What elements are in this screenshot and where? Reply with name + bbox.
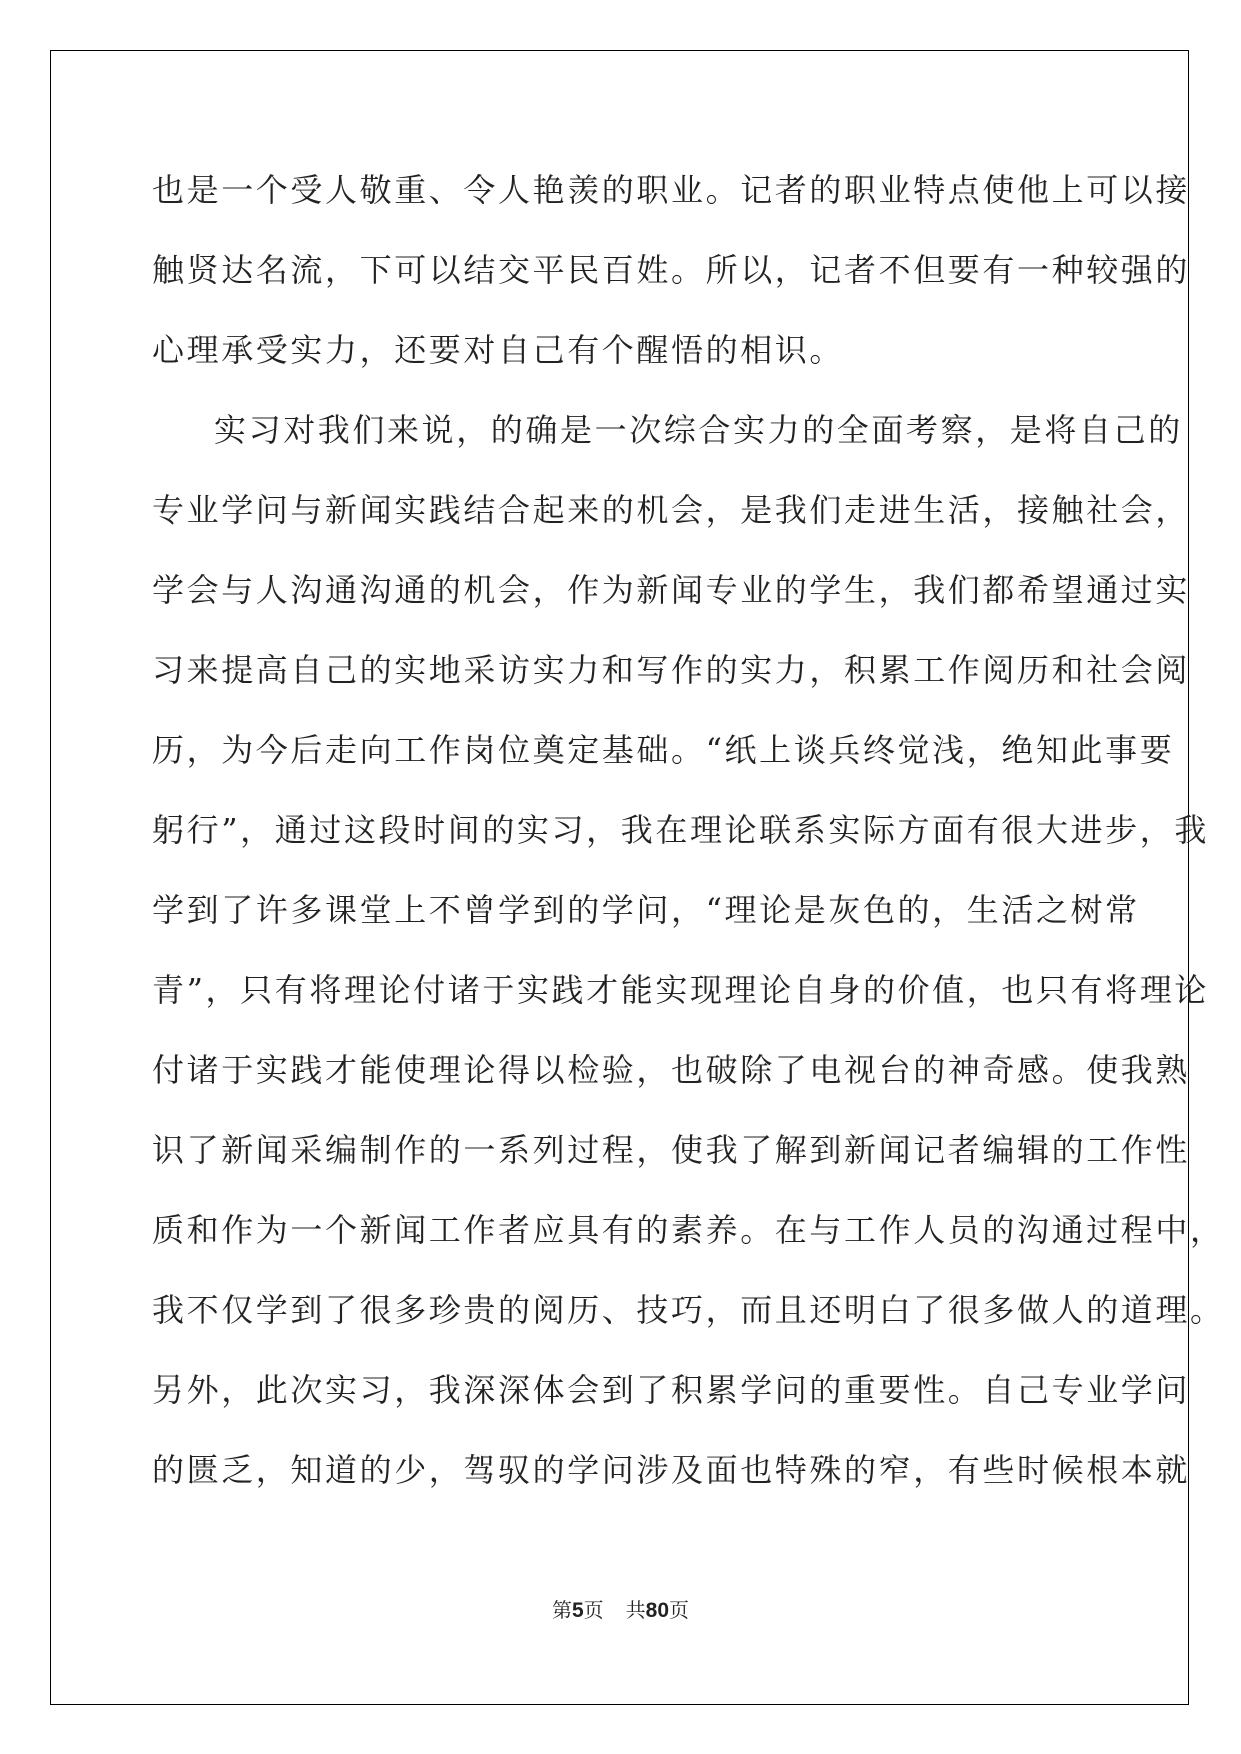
- text-line: 的匮乏，知道的少，驾驭的学问涉及面也特殊的窄，有些时候根本就: [152, 1451, 1191, 1489]
- total-suffix: 页: [669, 1600, 690, 1622]
- text-line: 触贤达名流，下可以结交平民百姓。所以，记者不但要有一种较强的: [152, 251, 1191, 289]
- page-number: 5: [571, 1599, 584, 1622]
- text-line: 另外，此次实习，我深深体会到了积累学问的重要性。自己专业学问: [152, 1371, 1191, 1409]
- text-line: 青”，只有将理论付诸于实践才能实现理论自身的价值，也只有将理论: [152, 971, 1209, 1009]
- paragraph-first-line: 实习对我们来说，的确是一次综合实力的全面考察，是将自己的: [214, 411, 1183, 449]
- text-line: 付诸于实践才能使理论得以检验，也破除了电视台的神奇感。使我熟: [152, 1051, 1191, 1089]
- text-line: 学到了许多课堂上不曾学到的学问，“理论是灰色的，生活之树常: [152, 891, 1140, 929]
- text-line: 历，为今后走向工作岗位奠定基础。“纸上谈兵终觉浅，绝知此事要: [152, 731, 1175, 769]
- text-line: 也是一个受人敬重、令人艳羡的职业。记者的职业特点使他上可以接: [152, 171, 1191, 209]
- text-line: 识了新闻采编制作的一系列过程，使我了解到新闻记者编辑的工作性: [152, 1131, 1191, 1169]
- total-prefix: 共: [625, 1600, 646, 1622]
- text-line: 专业学问与新闻实践结合起来的机会，是我们走进生活，接触社会，: [152, 491, 1191, 529]
- total-pages: 80: [645, 1599, 670, 1622]
- page-suffix: 页: [583, 1600, 604, 1622]
- text-line: 心理承受实力，还要对自己有个醒悟的相识。: [152, 331, 845, 369]
- text-line: 学会与人沟通沟通的机会，作为新闻专业的学生，我们都希望通过实: [152, 571, 1191, 609]
- body-text: [152, 160, 1225, 1520]
- text-line: 习来提高自己的实地采访实力和写作的实力，积累工作阅历和社会阅: [152, 651, 1191, 689]
- page-footer: [0, 1594, 1241, 1623]
- page-prefix: 第: [551, 1600, 572, 1622]
- text-line: 躬行”，通过这段时间的实习，我在理论联系实际方面有很大进步，我: [152, 811, 1209, 849]
- text-line: 我不仅学到了很多珍贵的阅历、技巧，而且还明白了很多做人的道理。: [152, 1291, 1225, 1329]
- text-line: 质和作为一个新闻工作者应具有的素养。在与工作人员的沟通过程中，: [152, 1211, 1225, 1249]
